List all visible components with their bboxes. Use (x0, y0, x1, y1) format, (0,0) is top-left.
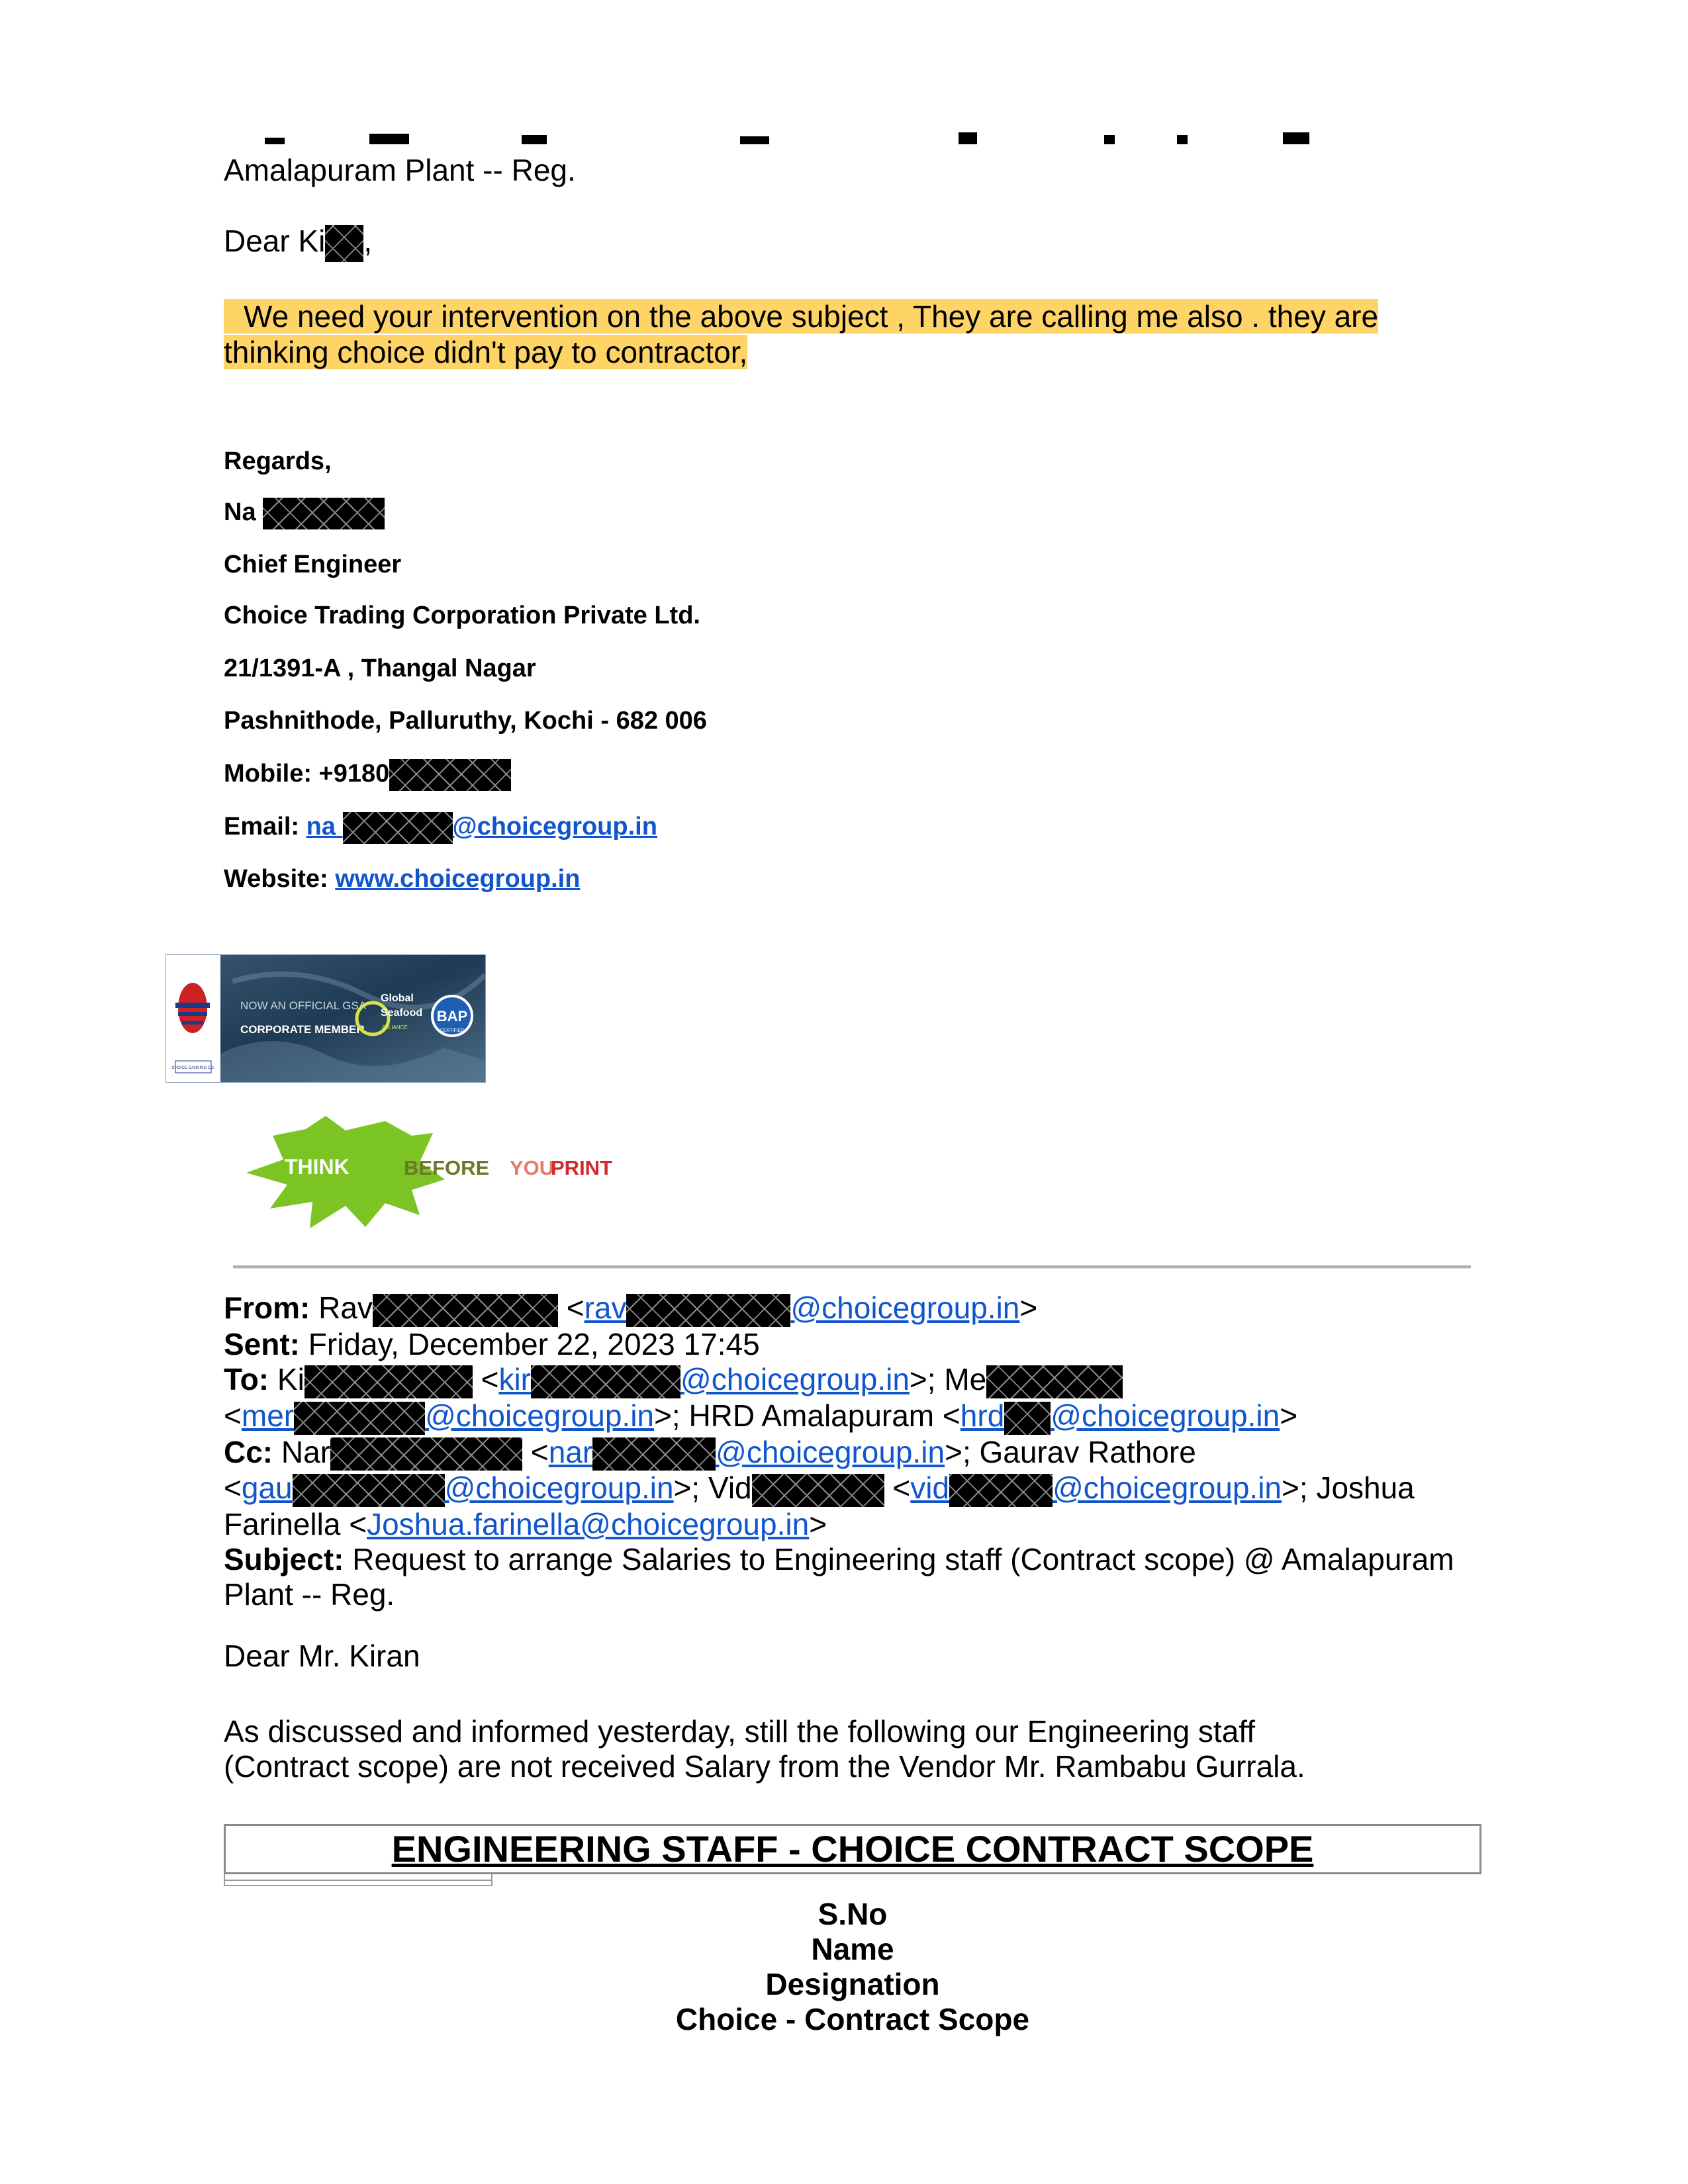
table-title: ENGINEERING STAFF - CHOICE CONTRACT SCOPE (224, 1824, 1481, 1874)
subject-row-cont: Plant -- Reg. (224, 1577, 395, 1612)
from-row: From: Rav <rav @choicegroup.in> (224, 1291, 1481, 1327)
redaction-block (305, 1365, 473, 1398)
to1-email-link[interactable]: kir @choicegroup.in (498, 1362, 909, 1396)
to-row: To: Ki <kir @choicegroup.in>; Me (224, 1362, 1481, 1398)
to3-email-link[interactable]: hrd @choicegroup.in (961, 1398, 1280, 1433)
sig-website-link[interactable]: www.choicegroup.in (335, 865, 581, 893)
sig-address-2: Pashnithode, Palluruthy, Kochi - 682 006 (224, 707, 707, 735)
sig-title: Chief Engineer (224, 551, 402, 578)
redaction-block (531, 1365, 680, 1398)
table-stub-line (224, 1880, 492, 1882)
redaction-block (293, 1474, 445, 1507)
highlight-line-1: We need your intervention on the above subject , They are calling me also . they are (224, 298, 1378, 334)
email-header (224, 1291, 1481, 1612)
gsa-membership-banner (165, 954, 486, 1083)
prev-subject-end: Amalapuram Plant -- Reg. (224, 153, 576, 187)
sig-address-1: 21/1391-A , Thangal Nagar (224, 655, 536, 682)
column-header-name: Name (811, 1932, 894, 1966)
greeting-1 (224, 223, 372, 262)
sig-website: Website: www.choicegroup.in (224, 865, 581, 893)
banner-line-2: CORPORATE MEMBER (240, 1023, 365, 1036)
to2-email-link[interactable]: mer @choicegroup.in (242, 1398, 654, 1433)
redaction-block (626, 1294, 790, 1327)
subject-row: Subject: Request to arrange Salaries to Engineering staff (Contract scope) @ Amalapuram (224, 1542, 1454, 1577)
sig-regards: Regards, (224, 447, 332, 475)
from-email-link[interactable]: rav @choicegroup.in (585, 1291, 1020, 1325)
redaction-block (986, 1365, 1123, 1398)
column-header-designation: Designation (765, 1967, 940, 2001)
think-before-you-print-logo (246, 1116, 657, 1235)
greeting-1-suffix: , (363, 224, 373, 258)
body-greeting: Dear Mr. Kiran (224, 1639, 420, 1673)
quote-separator (233, 1265, 1471, 1269)
redaction-block (330, 1437, 522, 1471)
svg-text:ALLIANCE: ALLIANCE (382, 1024, 408, 1030)
redaction-block (373, 1294, 558, 1327)
redaction-block (1004, 1402, 1051, 1435)
redaction-block (949, 1474, 1053, 1507)
redaction-block (752, 1474, 884, 1507)
cc-row: Cc: Nar <nar @choicegroup.in>; Gaurav Rathore (224, 1435, 1481, 1471)
cut-off-text-line (224, 130, 1309, 144)
svg-text:BAP: BAP (436, 1008, 468, 1024)
highlight-line-2: thinking choice didn't pay to contractor, (224, 335, 748, 369)
column-header-contract-scope: Choice - Contract Scope (675, 2002, 1030, 2036)
greeting-1-prefix: Dear Ki (224, 224, 326, 258)
redaction-block (343, 812, 453, 844)
sig-mobile: Mobile: +9180 (224, 758, 511, 791)
highlight-message (224, 298, 1378, 370)
svg-text:THINK: THINK (285, 1155, 350, 1179)
svg-text:Global: Global (381, 993, 414, 1004)
cc4-email-link[interactable]: Joshua.farinella@choicegroup.in (367, 1507, 810, 1542)
sig-company: Choice Trading Corporation Private Ltd. (224, 602, 700, 629)
svg-text:YOU: YOU (510, 1156, 555, 1179)
cc2-email-link[interactable]: gau @choicegroup.in (242, 1471, 674, 1505)
column-header-sno: S.No (818, 1897, 888, 1931)
redaction-block (263, 498, 385, 529)
cc1-email-link[interactable]: nar @choicegroup.in (549, 1435, 945, 1469)
redaction-block (389, 759, 511, 791)
banner-line-1: NOW AN OFFICIAL GSA (240, 999, 367, 1012)
svg-text:Seafood: Seafood (381, 1007, 423, 1019)
svg-text:PRINT: PRINT (551, 1156, 612, 1179)
sig-name: Na (224, 497, 385, 529)
svg-text:CERTIFIED: CERTIFIED (440, 1028, 465, 1033)
sig-email-link[interactable]: na @choicegroup.in (306, 813, 657, 841)
cc3-email-link[interactable]: vid @choicegroup.in (910, 1471, 1282, 1505)
sig-email: Email: na @choicegroup.in (224, 811, 657, 844)
svg-text:BEFORE: BEFORE (404, 1156, 490, 1179)
to-row-cont: <mer @choicegroup.in>; HRD Amalapuram <hrd @choicegroup.in> (224, 1398, 1481, 1435)
redaction-block (294, 1402, 425, 1435)
body-paragraph: As discussed and informed yesterday, still the following our Engineering staff (Contract scope) are not received Salary from the Vendor Mr. Rambabu Gurrala. (224, 1714, 1305, 1784)
redaction-block (325, 225, 363, 262)
redaction-block (592, 1437, 716, 1471)
sent-row: Sent: Friday, December 22, 2023 17:45 (224, 1326, 760, 1361)
cc-row-cont: <gau @choicegroup.in>; Vid <vid @choicegroup.in>; Joshua (224, 1471, 1481, 1507)
svg-text:CHOICE CANNING CO.: CHOICE CANNING CO. (171, 1066, 215, 1070)
cc-row-cont-2: Farinella <Joshua.farinella@choicegroup.in> (224, 1507, 827, 1542)
